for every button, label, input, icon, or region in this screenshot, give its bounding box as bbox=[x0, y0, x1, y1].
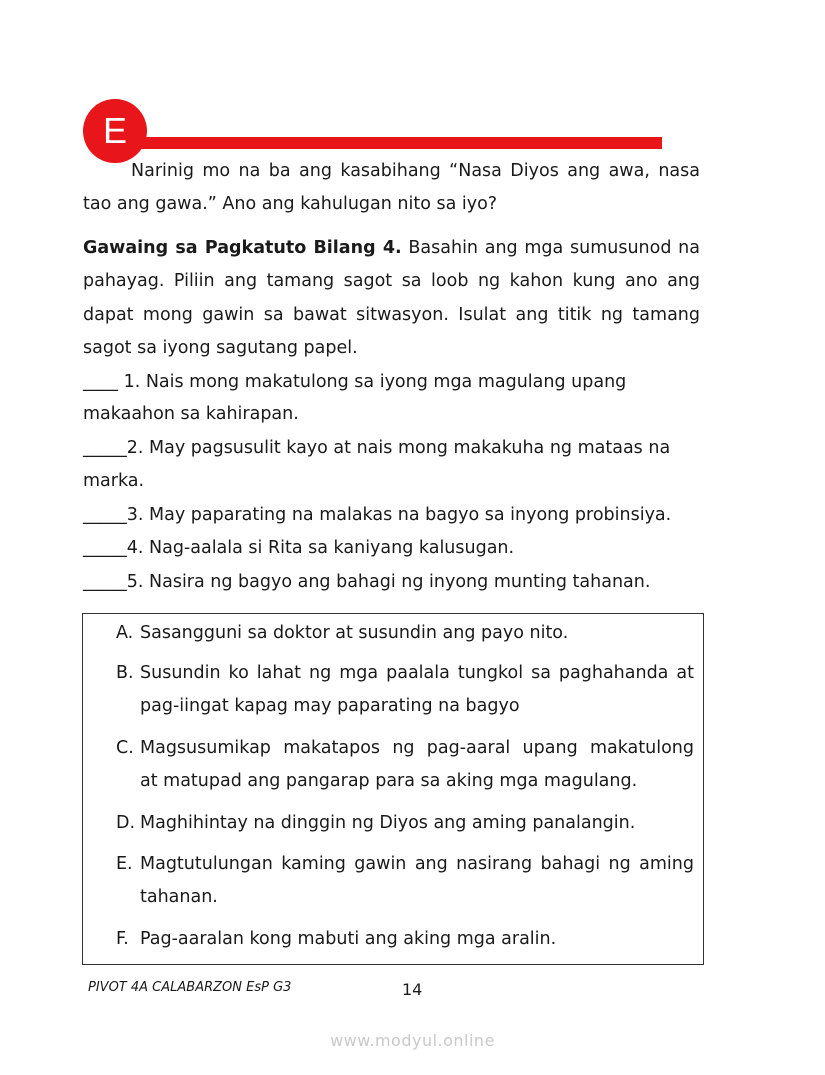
item-text: 2. May pagsusulit kayo at nais mong makakuha ng mataas na bbox=[126, 438, 671, 458]
choice-a bbox=[116, 621, 568, 645]
choice-letter: F. bbox=[116, 929, 129, 949]
activity-title: Gawaing sa Pagkatuto Bilang 4. bbox=[83, 238, 402, 258]
answer-blank: _____ bbox=[83, 572, 127, 592]
answer-blank: _____ bbox=[83, 438, 127, 458]
choice-text: Pag-aaralan kong mabuti ang aking mga aralin. bbox=[140, 929, 557, 949]
answer-blank: ____ bbox=[83, 372, 118, 392]
item-4 bbox=[83, 536, 700, 560]
item-text: 3. May paparating na malakas na bagyo sa inyong probinsiya. bbox=[126, 505, 672, 525]
section-badge: E bbox=[83, 99, 147, 163]
section-divider bbox=[140, 137, 662, 149]
item-text: 1. Nais mong makatulong sa iyong mga magulang upang bbox=[118, 372, 627, 392]
choice-text: Maghihintay na dinggin ng Diyos ang aming panalangin. bbox=[140, 813, 636, 833]
choice-text: Magtutulungan kaming gawin ang nasirang bahagi ng aming bbox=[140, 854, 694, 874]
item-5 bbox=[83, 570, 700, 594]
choice-e-cont: tahanan. bbox=[140, 887, 218, 907]
item-1 bbox=[83, 370, 700, 394]
watermark: www.modyul.online bbox=[330, 1031, 495, 1050]
item-1-cont: makaahon sa kahirapan. bbox=[83, 404, 299, 424]
item-3 bbox=[83, 503, 700, 527]
intro-line-1: Narinig mo na ba ang kasabihang “Nasa Diyos ang awa, nasa bbox=[131, 161, 700, 181]
choice-b bbox=[116, 661, 694, 685]
choice-f bbox=[116, 927, 556, 951]
activity-line-1 bbox=[83, 236, 700, 260]
page-number: 14 bbox=[402, 980, 423, 999]
activity-line-3: dapat mong gawin sa bawat sitwasyon. Isulat ang titik ng tamang bbox=[83, 305, 700, 325]
choice-letter: D. bbox=[116, 813, 136, 833]
activity-line-2: pahayag. Piliin ang tamang sagot sa loob ng kahon kung ano ang bbox=[83, 271, 700, 291]
choice-letter: E. bbox=[116, 854, 133, 874]
choice-text: Sasangguni sa doktor at susundin ang payo nito. bbox=[140, 623, 569, 643]
choice-text: Magsusumikap makatapos ng pag-aaral upang makatulong bbox=[140, 738, 694, 758]
footer-label: PIVOT 4A CALABARZON EsP G3 bbox=[88, 980, 292, 995]
choice-e bbox=[116, 852, 694, 876]
activity-line-4: sagot sa iyong sagutang papel. bbox=[83, 338, 358, 358]
item-2 bbox=[83, 436, 700, 460]
item-2-cont: marka. bbox=[83, 471, 145, 491]
choice-c-cont: at matupad ang pangarap para sa aking mga magulang. bbox=[140, 771, 638, 791]
item-text: 5. Nasira ng bagyo ang bahagi ng inyong munting tahanan. bbox=[126, 572, 651, 592]
item-text: 4. Nag-aalala si Rita sa kaniyang kalusugan. bbox=[126, 538, 515, 558]
choice-c bbox=[116, 736, 694, 760]
choice-text: Susundin ko lahat ng mga paalala tungkol sa paghahanda at bbox=[140, 663, 694, 683]
activity-line-1-rest: Basahin ang mga sumusunod na bbox=[408, 238, 700, 258]
intro-line-2: tao ang gawa.” Ano ang kahulugan nito sa iyo? bbox=[83, 194, 498, 214]
answer-blank: _____ bbox=[83, 538, 127, 558]
choice-letter: C. bbox=[116, 738, 134, 758]
choice-letter: B. bbox=[116, 663, 134, 683]
choice-letter: A. bbox=[116, 623, 134, 643]
choice-b-cont: pag-iingat kapag may paparating na bagyo bbox=[140, 696, 520, 716]
answer-blank: _____ bbox=[83, 505, 127, 525]
choice-d bbox=[116, 811, 635, 835]
